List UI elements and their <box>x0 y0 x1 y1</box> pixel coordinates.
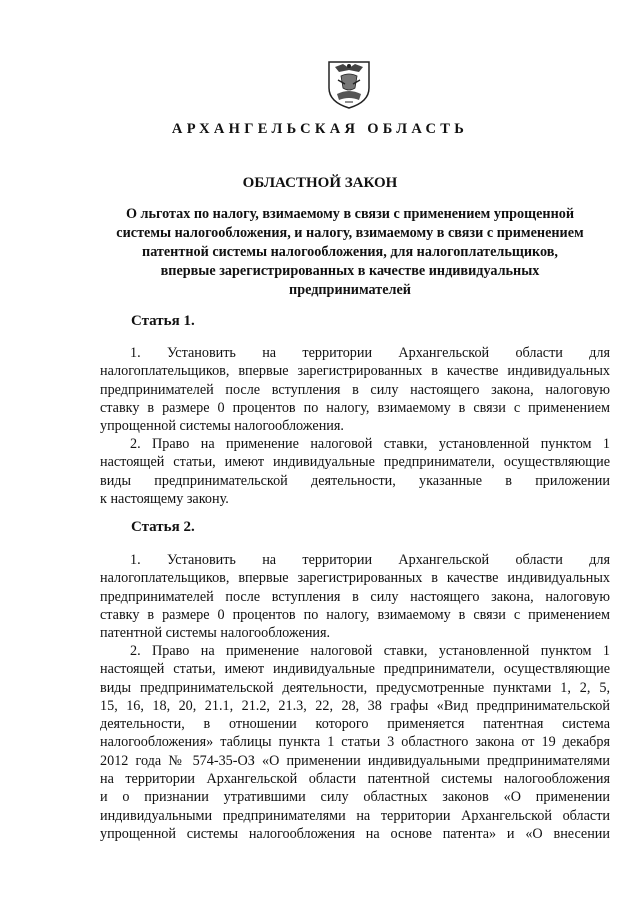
law-title-line: впервые зарегистрированных в качестве индивидуальных <box>160 263 540 279</box>
text-line: деятельности, в отношении которого применяется патентная система <box>100 716 610 733</box>
text-line: предпринимателей после вступления в силу настоящего закона, налоговую <box>100 381 610 398</box>
region-name: АРХАНГЕЛЬСКАЯ ОБЛАСТЬ <box>171 121 469 137</box>
law-title <box>100 205 600 300</box>
article-2-heading: Статья 2. <box>131 519 195 535</box>
law-title-line: патентной системы налогообложения, для налогоплательщиков, <box>142 244 558 260</box>
text-line: виды предпринимательской деятельности, указанные в приложении <box>100 472 610 489</box>
text-line: и о признании утратившими силу областных законов «О применении <box>100 789 610 806</box>
text-line: 2. Право на применение налоговой ставки, установленной пунктом 1 <box>130 643 610 659</box>
text-line: настоящей статьи, имеют индивидуальные предприниматели, осуществляющие <box>100 661 610 678</box>
text-line: виды предпринимательской деятельности, предусмотренные пунктами 1, 2, 5, <box>100 679 610 696</box>
text-line: налогоплательщиков, впервые зарегистрированных в качестве индивидуальных <box>100 570 610 587</box>
text-line: предпринимателей после вступления в силу настоящего закона, налоговую <box>100 588 610 605</box>
article-2-paragraph-1 <box>100 551 610 642</box>
text-line: упрощенной системы налогообложения на основе патента» и «О внесении <box>100 825 610 842</box>
law-title-line: системы налогообложения, и налогу, взимаемому в связи с применением <box>116 225 584 241</box>
text-line: налогоплательщиков, впервые зарегистрированных в качестве индивидуальных <box>100 363 610 380</box>
text-line: 2012 года № 574-35-ОЗ «О применении индивидуальными предпринимателями <box>100 752 610 769</box>
text-line: ставку в размере 0 процентов по налогу, взимаемому в связи с применением <box>100 606 610 623</box>
document-type: ОБЛАСТНОЙ ЗАКОН <box>242 175 398 191</box>
text-line: на территории Архангельской области патентной системы налогообложения <box>100 771 610 788</box>
text-line: 1. Установить на территории Архангельской области для <box>130 552 610 568</box>
text-line: к настоящему закону. <box>100 490 229 507</box>
text-line: 2. Право на применение налоговой ставки, установленной пунктом 1 <box>130 436 610 452</box>
coat-of-arms-icon <box>325 58 373 110</box>
article-1-paragraph-2 <box>100 435 610 508</box>
text-line: упрощенной системы налогообложения. <box>100 418 344 435</box>
law-title-line: О льготах по налогу, взимаемому в связи с применением упрощенной <box>125 206 575 222</box>
text-line: 1. Установить на территории Архангельской области для <box>130 345 610 361</box>
text-line: ставку в размере 0 процентов по налогу, взимаемому в связи с применением <box>100 399 610 416</box>
article-2-paragraph-2 <box>100 642 610 843</box>
text-line: патентной системы налогообложения. <box>100 625 331 642</box>
text-line: налогообложения» таблицы пункта 1 статьи 3 областного закона от 19 декабря <box>100 734 610 751</box>
text-line: 15, 16, 18, 20, 21.1, 21.2, 21.3, 22, 28, 38 графы «Вид предпринимательской <box>100 697 610 714</box>
article-1-paragraph-1 <box>100 344 610 435</box>
text-line: настоящей статьи, имеют индивидуальные предприниматели, осуществляющие <box>100 454 610 471</box>
text-line: индивидуальными предпринимателями на территории Архангельской области <box>100 807 610 824</box>
article-1-heading: Статья 1. <box>131 313 195 329</box>
law-title-line: предпринимателей <box>289 282 411 298</box>
